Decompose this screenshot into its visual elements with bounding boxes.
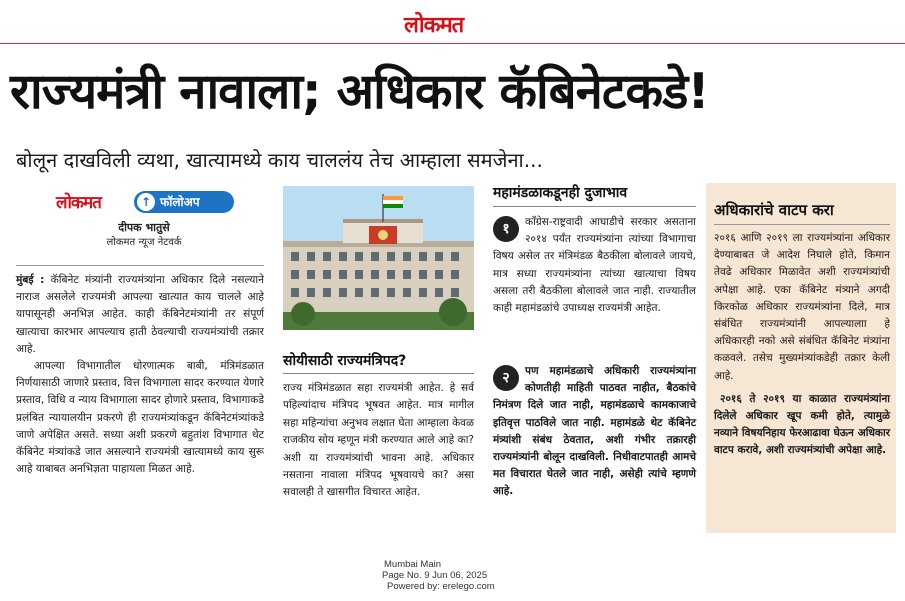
headline: राज्यमंत्री नावाला; अधिकार कॅबिनेटकडे! [10,63,709,120]
masthead [0,0,905,44]
followup-brand [56,190,232,214]
paragraph: २०१६ आणि २०१९ ला राज्यमंत्र्यांना अधिकार देण्याबाबत जे आदेश निघाले होते, किमान तेवढे अधिकार मिळावेत अशी राज्यमंत्र्यांची अपेक्षा आहे. एका कॅबिनेट मंत्र्याने अगदी किरकोळ अधिकार राज्यमंत्र्यांना दिले, मात्र संबंधित राज्यमंत्र्यांनी आपल्यालाा हे अधिकारही नको असे संबंधित कॅबिनेट मंत्र्यांना कळवले. तसेच मुख्यमंत्र्यांकडेही तक्रार केली आहे. [714,232,890,382]
author-name: दीपक भातुसे [118,221,170,234]
sidebar-title: अधिकारांचे वाटप करा [714,201,834,219]
paragraph: २०१६ ते २०१९ या काळात राज्यमंत्र्यांना दिलेले अधिकार खूप कमी होते, त्यामुळे नव्याने विषयनिहाय फेरआढावा घेऊन अधिकार वाटप करावे, अशी राज्यमंत्र्यांची अपेक्षा आहे. [714,392,890,457]
page-footer [360,559,560,592]
agency-name: लोकमत न्यूज नेटवर्क [106,237,182,248]
numbered-point [493,363,696,501]
followup-badge [134,191,234,213]
dateline: मुंबई : [16,274,45,286]
lokmat-logo: लोकमत [404,12,464,38]
building-illustration [283,186,474,330]
powered-by: Powered by: erelego.com [387,581,495,592]
sidebar-text [714,230,890,460]
subheadline: बोलून दाखविली व्यथा, खात्यामध्ये काय चाललंय तेच आम्हाला समजेना... [16,148,543,172]
divider [493,206,696,207]
arrow-up-icon: ↑ [137,193,155,211]
paragraph: आपल्या विभागातील धोरणात्मक बाबी, मंत्रिमंडळात निर्णयासाठी जाणारे प्रस्ताव, वित्त विभागाला सादर करण्यात येणारे प्रस्ताव, विधि व न्याय विभागाला सादर होणारे प्रस्ताव, विभागाकडे प्रलंबित न्यायालयीन प्रकरणे ही राज्यमंत्र्यांकडून कॅबिनेटमंत्र्यांकडे जाणे अपेक्षित असते. सध्या अशी प्रकरणे बहुतांश विभागात थेट कॅबिनेट मंत्र्यांकडे जात असल्याने राज्यमंत्री खात्यामध्ये काय सुरू आहे याबाबत अनभिज्ञता पाहायला मिळत आहे. [16,360,264,476]
point-number-badge: २ [493,365,519,391]
left-column-text [16,272,264,478]
divider [16,265,264,266]
middle-column-text: राज्य मंत्रिमंडळात सहा राज्यमंत्री आहेत. हे सर्व पहिल्यांदाच मंत्रिपद भूषवत आहेत. मात्र मागील सहा महिन्यांचा अनुभव लक्षात घेता आम्हाला केवळ राजकीय सोय म्हणून मंत्री करण्यात आले आहे का? अशी या राज्यमंत्र्यांची भावना आहे. अधिकार नसताना नावाला मंत्रिपद भूषवायचे का? असा सवालही ते खासगीत विचारत आहेत. [283,382,474,499]
paragraph-text: कॅबिनेट मंत्र्यांनी राज्यमंत्र्यांना अधिकार दिले नसल्याने नाराज असलेले राज्यमंत्री आपल्या खात्यात काय चालले आहे यापासूनही अनभिज्ञ आहेत. काही कॅबिनेटमंत्र्यांनी तर संपूर्ण खात्याचा कारभार आपल्याच हाती ठेवल्याची राज्यमंत्र्यांची तक्रार आहे. [16,274,264,355]
brand-logo: लोकमत [56,193,101,213]
paragraph [16,272,264,358]
numbered-point [493,214,696,317]
mantralaya-photo [283,186,474,330]
page-date: Page No. 9 Jun 06, 2025 [382,570,488,581]
divider [714,224,890,225]
point-number-badge: १ [493,216,519,242]
point-text: काँग्रेस-राष्ट्रवादी आघाडीचे सरकार असताना २०१४ पर्यंत राज्यमंत्र्यांना त्यांच्या विभागाचा विषय असेल तर मंत्रिमंडळ बैठकीला बोलावले जायचे, मात्र सध्या राज्यमंत्र्यांना त्यांच्या खात्याचा विषय असला तरी बैठकीला बोलावले जात नाही. राज्यातील काही महामंडळांचे उपाध्यक्ष राज्यमंत्री आहेत. [493,216,696,315]
followup-label: फॉलोअप [160,195,200,209]
byline [56,220,232,250]
section-title: महामंडळाकडूनही दुजाभाव [493,185,628,201]
divider [283,373,474,374]
point-text: पण महामंडळाचे अधिकारी राज्यमंत्र्यांना कोणतीही माहिती पाठवत नाहीत, बैठकांचे निमंत्रण दिले जात नाही, महामंडळाचे कामकाजाचे इतिवृत्त पाठविले जात नाही. महामंडळे थेट कॅबिनेट मंत्र्यांशी संबंध ठेवतात, अशी गंभीर तक्रारही राज्यमंत्र्यांनी बोलून दाखविली. निधीवाटपातही आमचे मत विचारात घेतले जात नाही, असेही त्यांचे म्हणणे आहे. [493,365,696,498]
edition-name: Mumbai Main [384,559,442,570]
section-title: सोयीसाठी राज्यमंत्रिपद? [283,353,407,369]
